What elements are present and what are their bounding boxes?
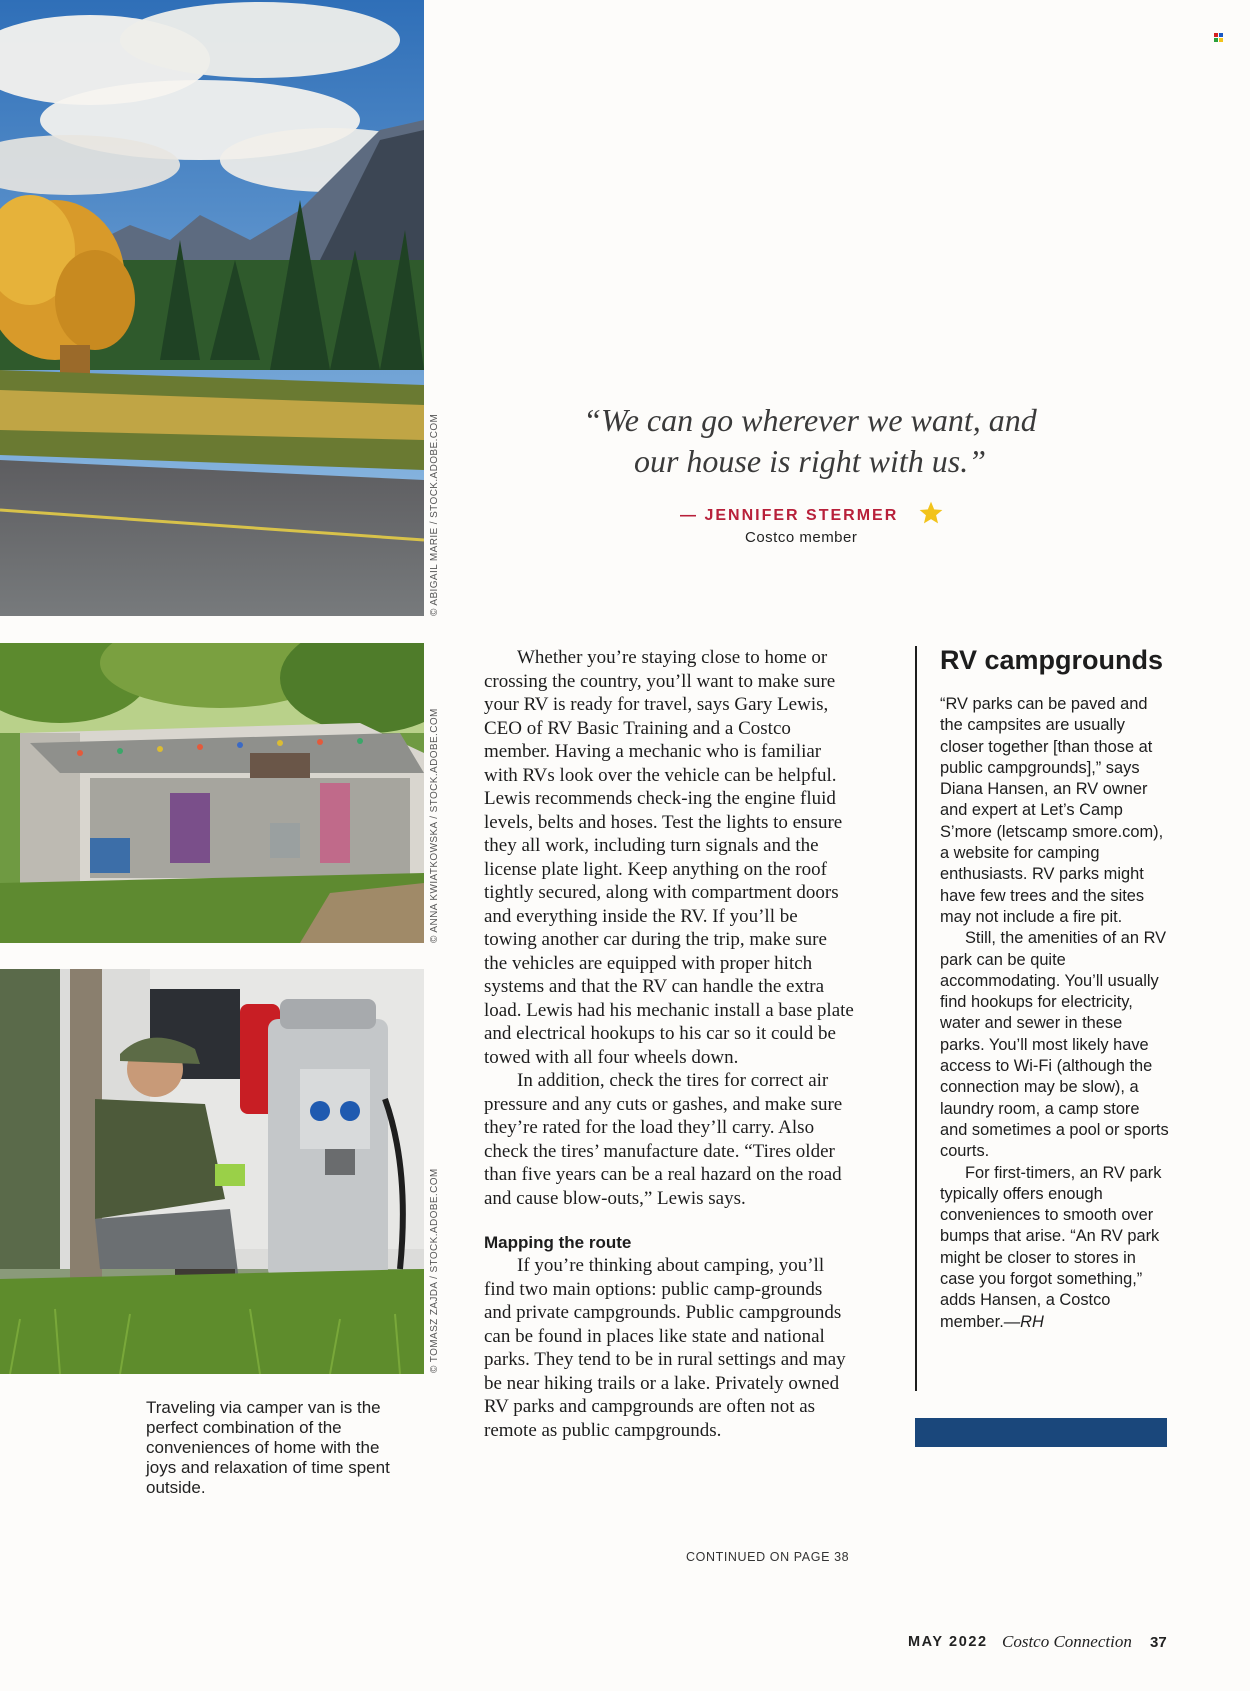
sidebar-color-bar [915,1418,1167,1447]
folio-page-number: 37 [1150,1634,1167,1651]
sidebar-signoff: —RH [1003,1312,1044,1331]
folio-magazine-name: Costco Connection [1002,1632,1132,1651]
star-icon [918,500,944,526]
quote-attribution-name: — JENNIFER STERMER [680,507,899,524]
article-subhead: Mapping the route [484,1233,632,1252]
folio-date: MAY 2022 [908,1634,988,1650]
hookup-photo [0,969,424,1374]
sidebar-paragraph: For first-timers, an RV park typically offers enough conveniences to smooth over bumps that arise. “An RV park might be closer to stores in case you forgot something,” adds Hansen, a Costco member.—RH [940,1163,1162,1331]
article-paragraph: If you’re thinking about camping, you’ll find two main options: public camp-grounds and private campgrounds. Public campgrounds can be found in places like state and national parks. They tend to be in rural settings and may be near hiking trails or a lake. Privately owned RV parks and campgrounds are often not as remote as public campgrounds. [484,1255,846,1441]
pull-quote: “We can go wherever we want, and our house is right with us.” [583,402,1037,479]
quote-attribution-role: Costco member [745,529,858,546]
mountain-road-photo [0,0,424,616]
registration-mark [1214,33,1223,42]
camper-awning-photo [0,643,424,943]
photo-credit-hookup: © TOMASZ ZAJDA / STOCK.ADOBE.COM [429,1168,440,1373]
sidebar-paragraph: “RV parks can be paved and the campsites are usually closer together [than those at public campgrounds],” says Diana Hansen, an RV owner and expert at Let’s Camp S’more (letscamp smore.com), a website for camping enthusiasts. RV parks might have few trees and the sites may not include a fire pit. [940,695,1164,926]
sidebar-body [940,694,1170,1333]
continued-link: CONTINUED ON PAGE 38 [686,1550,850,1564]
photo-caption: Traveling via camper van is the perfect combination of the conveniences of home with the joys and relaxation of time spent outside. [146,1398,390,1497]
article-paragraph: Whether you’re staying close to home or crossing the country, you’ll want to make sure your RV is ready for travel, says Gary Lewis, CEO of RV Basic Training and a Costco member. Having a mechanic who is familiar with RVs look over the vehicle can be helpful. Lewis recommends check-ing the engine fluid levels, belts and hoses. Test the lights to ensure they all work, including turn signals and the license plate light. Keep anything on the roof tightly secured, along with compartment doors and everything inside the RV. If you’ll be towing another car during the trip, make sure the vehicles are equipped with proper hitch systems and that the RV can handle the extra load. Lewis had his mechanic install a base plate and electrical hookups to his car so it could be towed with all four wheels down. [484,647,854,1068]
photo-credit-camper: © ANNA KWIATKOWSKA / STOCK.ADOBE.COM [429,708,440,943]
article-body [484,646,854,1442]
sidebar-paragraph: Still, the amenities of an RV park can be quite accommodating. You’ll usually find hookups for electricity, water and sewer in these parks. You’ll most likely have access to Wi-Fi (although the connection may be slow), a laundry room, a camp store and sometimes a pool or sports courts. [940,929,1169,1161]
sidebar-divider [915,646,917,1391]
photo-credit-mountain: © ABIGAIL MARIE / STOCK.ADOBE.COM [429,413,440,616]
article-paragraph: In addition, check the tires for correct air pressure and any cuts or gashes, and make sure they’re rated for the load they’ll carry. Also check the tires’ manufacture date. “Tires older than five years can be a real hazard on the road and cause blow-outs,” Lewis says. [484,1070,843,1209]
sidebar-title: RV campgrounds [940,645,1164,675]
